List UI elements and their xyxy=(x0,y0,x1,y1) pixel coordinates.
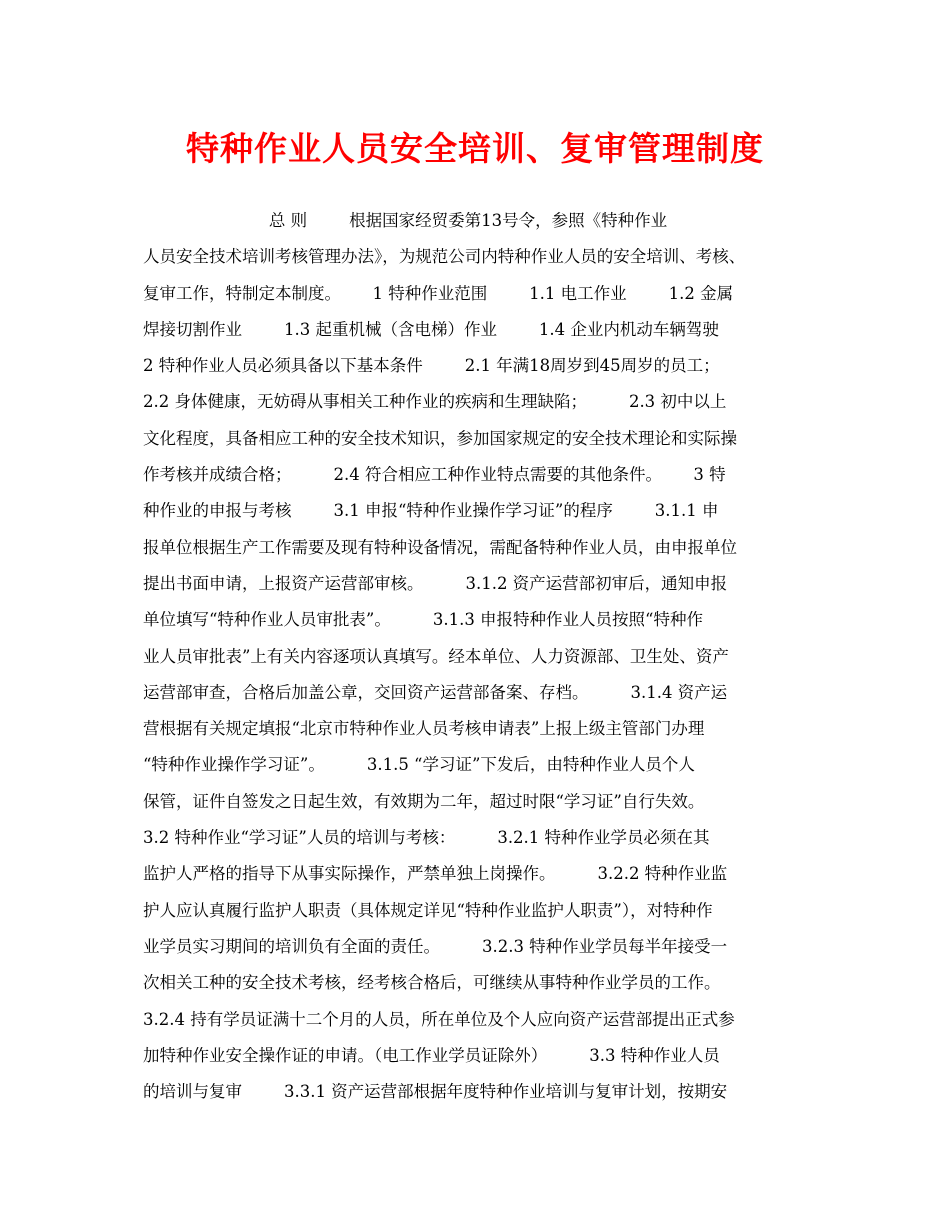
body-line: 种作业的申报与考核 3.1 申报“特种作业操作学习证”的程序 3.1.1 申 xyxy=(143,501,719,521)
body-line: 2.2 身体健康，无妨碍从事相关工种作业的疾病和生理缺陷； 2.3 初中以上 xyxy=(143,392,727,412)
document-body xyxy=(143,203,823,1110)
body-line: 报单位根据生产工作需要及现有特种设备情况，需配备特种作业人员，由申报单位 xyxy=(143,537,737,557)
body-line: 护人应认真履行监护人职责（具体规定详见“特种作业监护人职责”），对特种作 xyxy=(143,900,713,920)
body-line: 3.2.4 持有学员证满十二个月的人员，所在单位及个人应向资产运营部提出正式参 xyxy=(143,1009,735,1029)
body-line: “特种作业操作学习证”。 3.1.5 “学习证”下发后，由特种作业人员个人 xyxy=(143,755,695,775)
body-line: 焊接切割作业 1.3 起重机械（含电梯）作业 1.4 企业内机动车辆驾驶 xyxy=(143,319,719,339)
body-line: 3.2 特种作业“学习证”人员的培训与考核： 3.2.1 特种作业学员必须在其 xyxy=(143,828,710,848)
body-line: 的培训与复审 3.3.1 资产运营部根据年度特种作业培训与复审计划，按期安 xyxy=(143,1082,728,1102)
body-line: 业学员实习期间的培训负有全面的责任。 3.2.3 特种作业学员每半年接受一 xyxy=(143,936,728,956)
body-line: 人员安全技术培训考核管理办法》，为规范公司内特种作业人员的安全培训、考核、 xyxy=(143,247,746,267)
body-line: 营根据有关规定填报“北京市特种作业人员考核申请表”上报上级主管部门办理 xyxy=(143,719,705,739)
body-line: 保管，证件自签发之日起生效，有效期为二年，超过时限“学习证”自行失效。 xyxy=(143,791,705,811)
body-line: 加特种作业安全操作证的申请。（电工作业学员证除外） 3.3 特种作业人员 xyxy=(143,1045,720,1065)
document-title: 特种作业人员安全培训、复审管理制度 xyxy=(186,129,764,168)
body-line: 2 特种作业人员必须具备以下基本条件 2.1 年满18周岁到45周岁的员工； xyxy=(143,356,720,376)
body-line: 总 则 根据国家经贸委第13号令，参照《特种作业 xyxy=(143,211,668,230)
body-line: 次相关工种的安全技术考核，经考核合格后，可继续从事特种作业学员的工作。 xyxy=(143,973,721,993)
body-line: 文化程度，具备相应工种的安全技术知识，参加国家规定的安全技术理论和实际操 xyxy=(143,428,737,448)
body-line: 提出书面申请，上报资产运营部审核。 3.1.2 资产运营部初审后，通知申报 xyxy=(143,573,728,593)
body-line: 监护人严格的指导下从事实际操作，严禁单独上岗操作。 3.2.2 特种作业监 xyxy=(143,864,728,884)
body-line: 业人员审批表”上有关内容逐项认真填写。经本单位、人力资源部、卫生处、资产 xyxy=(143,646,729,666)
body-line: 作考核并成绩合格； 2.4 符合相应工种作业特点需要的其他条件。 3 特 xyxy=(143,465,726,485)
body-line: 运营部审查，合格后加盖公章，交回资产运营部备案、存档。 3.1.4 资产运 xyxy=(143,682,728,702)
body-line: 复审工作，特制定本制度。 1 特种作业范围 1.1 电工作业 1.2 金属 xyxy=(143,283,734,303)
body-line: 单位填写“特种作业人员审批表”。 3.1.3 申报特种作业人员按照“特种作 xyxy=(143,610,703,630)
